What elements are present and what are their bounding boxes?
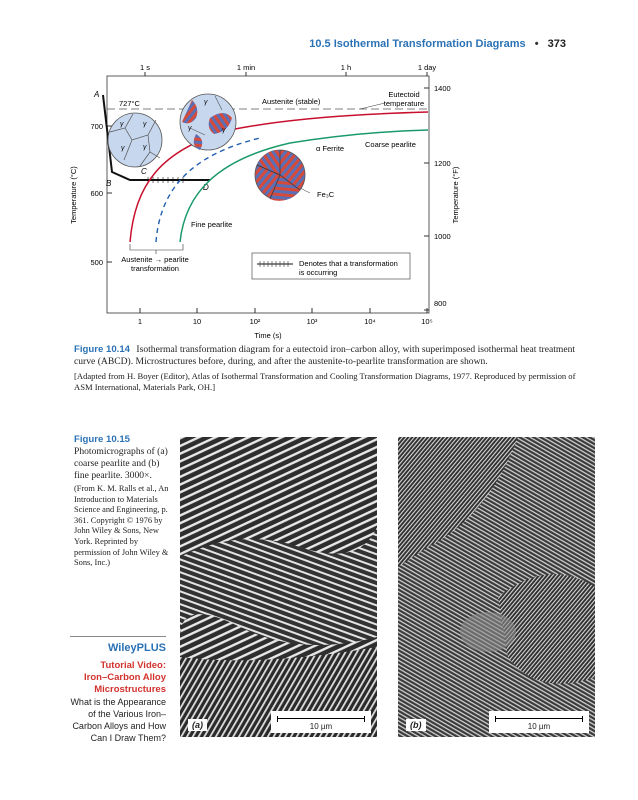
top-tick: 1 s <box>139 63 151 72</box>
figure-10-14-text: Isothermal transformation diagram for a eutectoid iron–carbon alloy, with superimposed isothermal heat treatment curve (ABCD). Microstructures before, during, and after the austenite-to-pearlite transformation are shown. <box>74 344 576 367</box>
coarse-pearlite-label: Coarse pearlite <box>365 140 416 149</box>
right-tick: 800 <box>434 299 447 308</box>
austenite-stable-label: Austenite (stable) <box>262 97 321 106</box>
left-axis <box>69 122 112 267</box>
point-label-b: B <box>106 179 112 188</box>
header-bullet: • <box>534 38 539 50</box>
figure-10-15-credit: (From K. M. Ralls et al., An Introduction to Materials Science and Engineering, p. 361. Copyright © 1976 by John Wiley & Sons, New York. Reprinted by permission of John Wiley & Sons, Inc.) <box>74 484 169 568</box>
left-axis-label: Temperature (°C) <box>69 166 78 224</box>
figure-10-15-label: Figure 10.15 <box>74 434 130 445</box>
transformation-bracket <box>130 244 183 250</box>
pearlite-microstructure <box>255 150 305 201</box>
point-label-d: D <box>203 183 209 192</box>
eutectoid-temperature-label: temperature <box>383 99 425 108</box>
partial-transformation-microstructure <box>180 94 236 150</box>
top-axis <box>140 63 436 76</box>
left-tick: 600 <box>90 189 103 198</box>
gamma-label: γ <box>222 127 226 134</box>
scale-bar-b <box>489 711 589 733</box>
tutorial-question: What is the Appearance of the Various Iron–Carbon Alloys and How Can I Draw Them? <box>70 697 166 743</box>
bottom-tick: 10 <box>192 317 202 326</box>
sidebar-rule <box>70 636 166 637</box>
panel-b-label: (b) <box>406 719 426 731</box>
right-tick: 1400 <box>434 84 451 93</box>
left-tick: 700 <box>90 122 103 131</box>
tutorial-line: Iron–Carbon Alloy <box>84 672 166 683</box>
transformation-label: transformation <box>131 264 179 273</box>
right-tick: 1200 <box>434 159 451 168</box>
micrograph-fine-pearlite <box>398 437 595 737</box>
gamma-label: γ <box>121 145 125 152</box>
point-label-a: A <box>94 90 100 99</box>
bottom-tick: 1 <box>137 317 143 326</box>
gamma-label: γ <box>188 125 192 132</box>
wileyplus-sidebar <box>70 636 166 744</box>
bottom-tick: 10³ <box>306 317 318 326</box>
top-tick: 1 day <box>417 63 437 72</box>
right-tick: 1000 <box>434 232 451 241</box>
right-axis-label: Temperature (°F) <box>451 166 460 224</box>
section-title: 10.5 Isothermal Transformation Diagrams <box>309 38 526 50</box>
gamma-label: γ <box>120 121 124 128</box>
micrograph-coarse-pearlite <box>180 437 377 737</box>
fine-pearlite-texture <box>398 437 595 737</box>
tutorial-line: Tutorial Video: <box>100 660 166 671</box>
figure-10-15-text: Photomicrographs of (a) coarse pearlite and (b) fine pearlite. 3000×. <box>74 446 168 481</box>
gamma-label: γ <box>143 144 147 151</box>
scale-bar-a <box>271 711 371 733</box>
figure-10-14-credit: [Adapted from H. Boyer (Editor), Atlas of Isothermal Transformation and Cooling Transformation Diagrams, 1977. Reproduced by permission of ASM International, Materials Park, OH.] <box>74 371 576 392</box>
point-label-c: C <box>141 167 147 176</box>
gamma-label: γ <box>143 121 147 128</box>
eutectoid-temperature-label: Eutectoid <box>388 90 420 99</box>
legend-text: is occurring <box>299 268 338 277</box>
wileyplus-brand: WileyPLUS <box>108 642 166 654</box>
gamma-label: γ <box>204 99 208 106</box>
austenite-microstructure <box>108 113 162 167</box>
figure-10-14-label: Figure 10.14 <box>74 344 130 355</box>
tutorial-line: Microstructures <box>94 684 166 695</box>
bottom-tick: 10⁵ <box>421 317 433 326</box>
panel-a-label: (a) <box>188 719 207 731</box>
fe3c-label: Fe₃C <box>317 190 335 199</box>
transformation-label: Austenite → pearlite <box>121 255 189 264</box>
fine-pearlite-label: Fine pearlite <box>191 220 233 229</box>
x-axis-label: Time (s) <box>254 331 282 340</box>
figure-10-14-caption <box>74 344 594 393</box>
eutectoid-temp-label: 727°C <box>119 99 140 108</box>
page-number: 373 <box>547 38 566 50</box>
figure-10-15-caption <box>74 434 174 569</box>
coarse-pearlite-texture <box>180 437 377 737</box>
legend-text: Denotes that a transformation <box>299 259 398 268</box>
top-tick: 1 h <box>340 63 352 72</box>
bottom-tick: 10⁴ <box>364 317 376 326</box>
bottom-tick: 10² <box>249 317 261 326</box>
alpha-ferrite-label: α Ferrite <box>316 144 345 153</box>
left-tick: 500 <box>90 258 103 267</box>
scale-bar-text: 10 µm <box>527 722 551 731</box>
scale-bar-text: 10 µm <box>309 722 333 731</box>
tutorial-video-link[interactable] <box>70 660 166 696</box>
top-tick: 1 min <box>236 63 256 72</box>
